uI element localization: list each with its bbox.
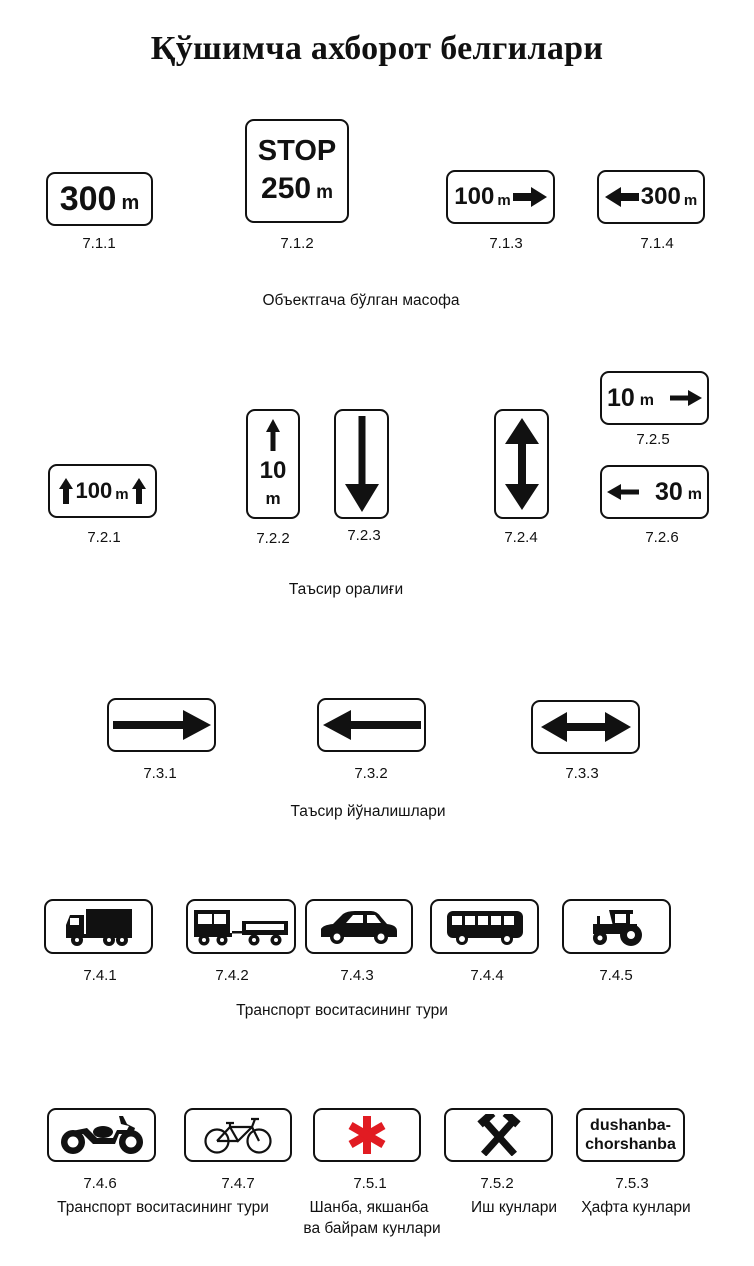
weekday-text-line2: chorshanba: [585, 1136, 676, 1153]
arrow-right-long-icon: [113, 710, 211, 740]
sign-code: 7.1.4: [640, 235, 674, 252]
caption-7-4-6: Транспорт воситасининг тури: [57, 1199, 269, 1216]
distance-value: 10: [259, 457, 287, 484]
sign-code: 7.1.3: [489, 235, 523, 252]
distance-unit: m: [639, 392, 655, 409]
sign-7-2-6: [600, 465, 709, 519]
arrow-up-icon: [59, 478, 73, 504]
sign-7-5-2: [444, 1108, 553, 1162]
sign-7-4-1: [44, 899, 153, 954]
asterisk-icon: [347, 1115, 387, 1155]
arrow-up-down-icon: [505, 418, 539, 510]
sign-7-4-2: [186, 899, 296, 954]
sign-code: 7.4.5: [599, 967, 633, 984]
arrow-right-icon: [670, 390, 702, 406]
sign-7-4-4: [430, 899, 539, 954]
sign-7-1-4: [597, 170, 705, 224]
group-caption: Объектгача бўлган масофа: [262, 292, 460, 309]
bicycle-icon: [202, 1115, 274, 1155]
sign-7-1-2: [245, 119, 349, 223]
caption-7-5-2: Иш кунлари: [470, 1199, 558, 1216]
stop-text: STOP: [257, 135, 337, 167]
tractor-icon: [587, 906, 647, 948]
motorcycle-icon: [57, 1114, 147, 1156]
caption-7-5-1-line1: Шанба, якшанба: [309, 1199, 429, 1216]
distance-unit: m: [265, 489, 281, 508]
sign-code: 7.4.6: [83, 1175, 117, 1192]
sign-7-5-1: [313, 1108, 421, 1162]
arrow-up-icon: [266, 419, 280, 451]
weekday-text-line1: dushanba-: [590, 1117, 671, 1134]
sign-7-3-2: [317, 698, 426, 752]
sign-7-2-1: [48, 464, 157, 518]
sign-code: 7.3.3: [565, 765, 599, 782]
distance-value: 30: [654, 477, 683, 506]
sign-7-2-2: [246, 409, 300, 519]
page-title: Қўшимча ахборот белгилари: [150, 30, 604, 67]
distance-unit: m: [121, 191, 140, 214]
hammers-icon: [476, 1114, 522, 1156]
sign-code: 7.4.7: [221, 1175, 255, 1192]
distance-unit: m: [683, 191, 698, 209]
arrow-down-long-icon: [345, 416, 379, 512]
arrow-up-icon: [132, 478, 146, 504]
caption-7-5-1-line2: ва байрам кунлари: [303, 1220, 441, 1237]
sign-7-1-3: [446, 170, 555, 224]
sign-code: 7.2.1: [87, 529, 121, 546]
sign-code: 7.2.6: [645, 529, 679, 546]
sign-code: 7.4.4: [470, 967, 504, 984]
sign-7-2-5: [600, 371, 709, 425]
sign-code: 7.4.2: [215, 967, 249, 984]
bus-icon: [445, 908, 525, 946]
distance-unit: m: [115, 485, 129, 503]
distance-unit: m: [687, 486, 703, 503]
group-caption: Транспорт воситасининг тури: [236, 1002, 448, 1019]
sign-code: 7.2.5: [636, 431, 670, 448]
sign-code: 7.2.4: [504, 529, 538, 546]
car-icon: [319, 909, 399, 945]
arrow-left-icon: [607, 484, 639, 500]
sign-code: 7.5.3: [615, 1175, 649, 1192]
sign-7-3-3: [531, 700, 640, 754]
caption-7-5-3: Ҳафта кунлари: [581, 1199, 691, 1216]
sign-code: 7.2.2: [256, 530, 290, 547]
arrow-right-icon: [513, 187, 547, 207]
sign-7-3-1: [107, 698, 216, 752]
sign-code: 7.1.1: [82, 235, 116, 252]
sign-7-5-3: [576, 1108, 685, 1162]
distance-value: 300: [640, 183, 681, 210]
truck-trailer-icon: [192, 907, 290, 947]
sign-7-2-4: [494, 409, 549, 519]
truck-icon: [64, 907, 134, 947]
distance-value: 250: [261, 172, 312, 205]
distance-value: 10: [606, 383, 635, 412]
distance-value: 100: [75, 478, 113, 503]
sign-code: 7.4.1: [83, 967, 117, 984]
arrow-left-icon: [605, 187, 639, 207]
sign-code: 7.4.3: [340, 967, 374, 984]
sign-code: 7.5.1: [353, 1175, 387, 1192]
sign-7-4-7: [184, 1108, 292, 1162]
distance-unit: m: [497, 191, 511, 209]
distance-value: 100: [454, 183, 495, 210]
sign-code: 7.5.2: [480, 1175, 514, 1192]
sign-7-1-1: [46, 172, 153, 226]
sign-7-4-3: [305, 899, 413, 954]
arrow-left-right-icon: [541, 712, 631, 742]
sign-code: 7.1.2: [280, 235, 314, 252]
sign-code: 7.2.3: [347, 527, 381, 544]
group-caption: Таъсир оралиғи: [288, 581, 404, 598]
arrow-left-long-icon: [323, 710, 421, 740]
sign-7-4-6: [47, 1108, 156, 1162]
sign-code: 7.3.1: [143, 765, 177, 782]
distance-value: 300: [59, 179, 117, 218]
distance-unit: m: [316, 182, 333, 203]
sign-7-2-3: [334, 409, 389, 519]
group-caption: Таъсир йўналишлари: [290, 803, 446, 820]
sign-code: 7.3.2: [354, 765, 388, 782]
sign-7-4-5: [562, 899, 671, 954]
